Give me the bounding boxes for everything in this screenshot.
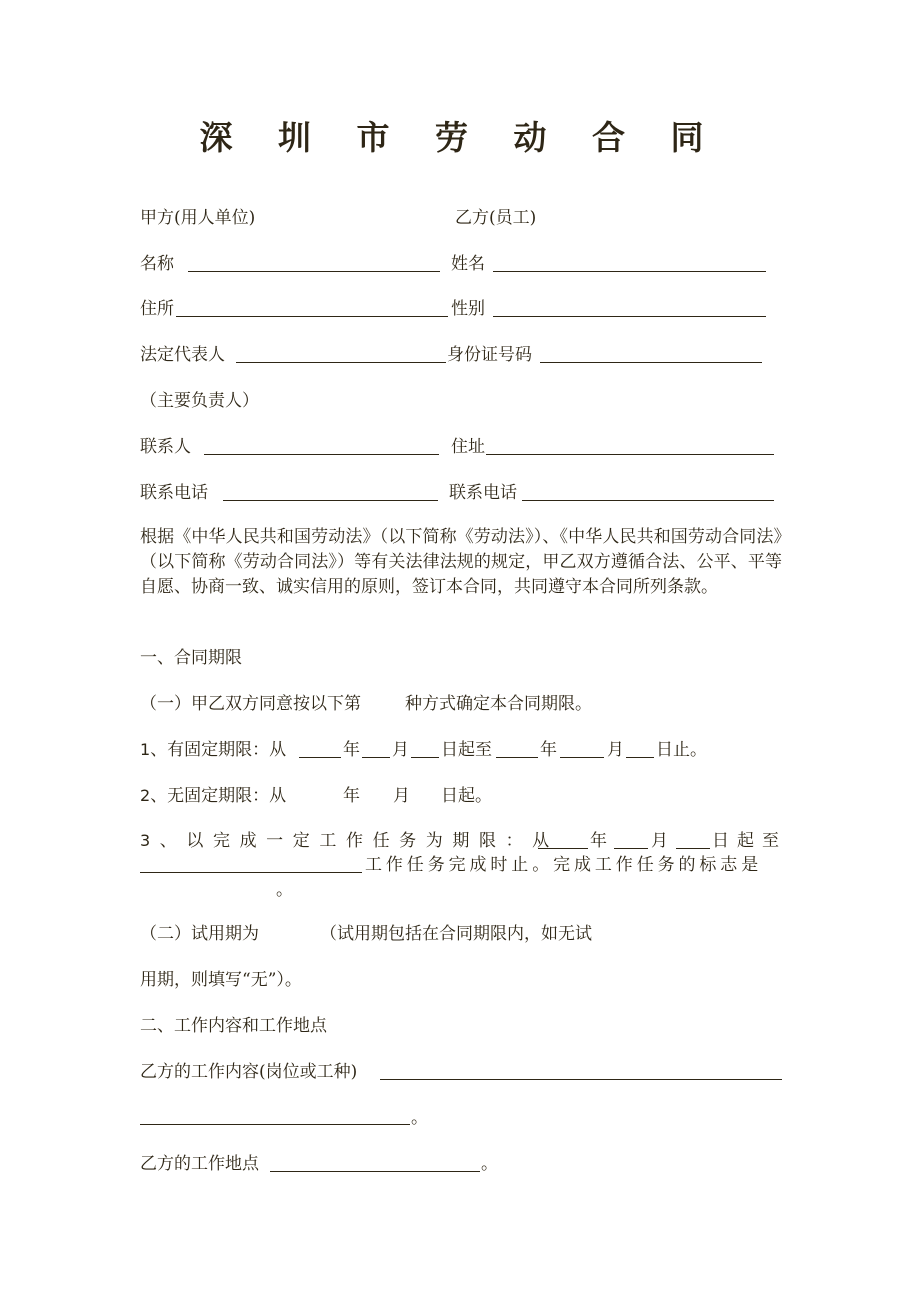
party-a-address-blank[interactable] bbox=[176, 316, 448, 317]
job-content-blank-2[interactable] bbox=[140, 1124, 410, 1125]
task-year-label: 年 bbox=[590, 831, 607, 851]
job-content-blank[interactable] bbox=[380, 1079, 782, 1080]
party-b-name-label: 姓名 bbox=[451, 254, 485, 274]
probation-prefix: （二）试用期为 bbox=[140, 924, 259, 944]
party-b-residence-blank[interactable] bbox=[486, 454, 774, 455]
fixed-end-month-blank[interactable] bbox=[560, 757, 604, 758]
work-place-blank[interactable] bbox=[270, 1171, 480, 1172]
party-a-header: 甲方(用人单位) bbox=[140, 208, 256, 228]
fixed-term-label: 、有固定期限：从 bbox=[150, 740, 287, 760]
probation-suffix: （试用期包括在合同期限内，如无试 bbox=[320, 924, 592, 944]
fixed-month-label: 月 bbox=[392, 740, 409, 760]
fixed-year-label: 年 bbox=[343, 740, 360, 760]
section-1-title: 一、合同期限 bbox=[140, 648, 242, 668]
party-a-contact-blank[interactable] bbox=[204, 454, 439, 455]
fixed-end-year-blank[interactable] bbox=[496, 757, 538, 758]
fixed-day-to-label: 日起至 bbox=[441, 740, 492, 760]
task-term-number: 3 bbox=[140, 831, 160, 850]
party-a-name-blank[interactable] bbox=[188, 271, 440, 272]
task-term-label: 、以完成一定工作任务为期限：从 bbox=[159, 831, 559, 851]
section-2-title: 二、工作内容和工作地点 bbox=[140, 1016, 327, 1036]
party-a-phone-label: 联系电话 bbox=[140, 483, 208, 503]
job-content-end: 。 bbox=[411, 1108, 428, 1128]
open-term-number: 2 bbox=[140, 786, 151, 805]
party-b-gender-blank[interactable] bbox=[493, 316, 766, 317]
party-a-phone-blank[interactable] bbox=[223, 500, 438, 501]
probation-line-2: 用期，则填写“无”）。 bbox=[140, 970, 302, 990]
open-term-line bbox=[140, 784, 286, 808]
party-b-phone-blank[interactable] bbox=[522, 500, 774, 501]
fixed-end-day-blank[interactable] bbox=[626, 757, 654, 758]
document-title: 深 圳 市 劳 动 合 同 bbox=[199, 118, 721, 157]
work-place-end: 。 bbox=[481, 1154, 498, 1174]
task-term-line bbox=[140, 829, 559, 853]
task-end-blank[interactable] bbox=[140, 872, 362, 873]
party-b-residence-label: 住址 bbox=[451, 437, 485, 457]
work-place-label: 乙方的工作地点 bbox=[140, 1154, 259, 1174]
fixed-month2-label: 月 bbox=[607, 740, 624, 760]
job-content-label: 乙方的工作内容(岗位或工种) bbox=[140, 1062, 358, 1082]
party-a-principal-note: （主要负责人） bbox=[140, 391, 259, 411]
party-a-contact-label: 联系人 bbox=[140, 437, 191, 457]
party-b-phone-label: 联系电话 bbox=[449, 483, 517, 503]
open-year-label: 年 bbox=[343, 786, 360, 806]
party-b-gender-label: 性别 bbox=[451, 299, 485, 319]
term-choice-suffix: 种方式确定本合同期限。 bbox=[405, 694, 592, 714]
term-choice-prefix: （一）甲乙双方同意按以下第 bbox=[140, 694, 361, 714]
task-month-label: 月 bbox=[651, 831, 668, 851]
fixed-day-end-label: 日止。 bbox=[656, 740, 707, 760]
fixed-year2-label: 年 bbox=[540, 740, 557, 760]
party-b-id-blank[interactable] bbox=[540, 362, 762, 363]
task-start-year-blank[interactable] bbox=[538, 848, 588, 849]
open-term-label: 、无固定期限：从 bbox=[150, 786, 287, 806]
fixed-start-year-blank[interactable] bbox=[299, 757, 341, 758]
fixed-start-day-blank[interactable] bbox=[411, 757, 439, 758]
fixed-start-month-blank[interactable] bbox=[362, 757, 390, 758]
party-a-legal-rep-blank[interactable] bbox=[236, 362, 446, 363]
fixed-term-line bbox=[140, 738, 286, 762]
task-done-text: 工作任务完成时止。完成工作任务的标志是 bbox=[365, 855, 763, 875]
party-b-header: 乙方(员工) bbox=[455, 208, 537, 228]
party-a-legal-rep-label: 法定代表人 bbox=[140, 345, 225, 365]
party-b-id-label: 身份证号码 bbox=[447, 345, 532, 365]
preamble-paragraph: 根据《中华人民共和国劳动法》（以下简称《劳动法》）、《中华人民共和国劳动合同法》（以下简称《劳动合同法》）等有关法律法规的规定，甲乙双方遵循合法、公平、平等自愿、协商一致、诚实信用的原则，签订本合同，共同遵守本合同所列条款。 bbox=[140, 527, 782, 597]
task-end-mark: 。 bbox=[276, 880, 293, 900]
open-day-label: 日起。 bbox=[441, 786, 492, 806]
open-month-label: 月 bbox=[393, 786, 410, 806]
party-b-name-blank[interactable] bbox=[493, 271, 766, 272]
fixed-term-number: 1 bbox=[140, 740, 151, 759]
party-a-name-label: 名称 bbox=[140, 254, 174, 274]
task-start-month-blank[interactable] bbox=[614, 848, 648, 849]
party-a-address-label: 住所 bbox=[140, 299, 174, 319]
task-day-to-label: 日起至 bbox=[712, 831, 787, 851]
task-start-day-blank[interactable] bbox=[676, 848, 710, 849]
